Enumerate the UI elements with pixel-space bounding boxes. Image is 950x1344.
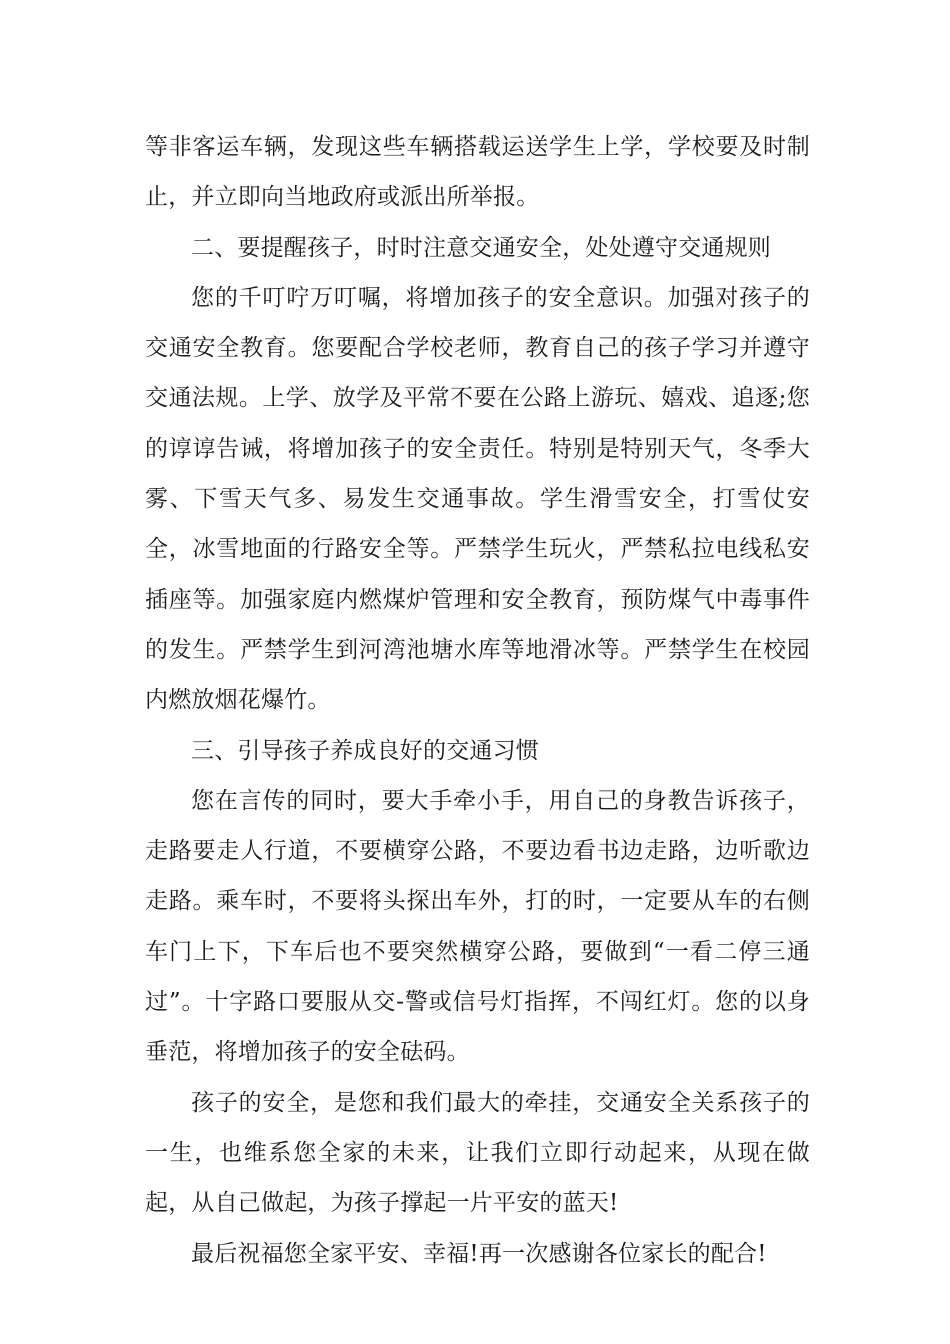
section-heading-three: 三、引导孩子养成良好的交通习惯 bbox=[191, 737, 539, 764]
paragraph-traffic-habits: 您在言传的同时，要大手牵小手，用自己的身教告诉孩子，走路要走人行道，不要横穿公路，不要边看书边走路，边听歌边走路。乘车时，不要将头探出车外，打的时，一定要从车的右侧车门上下，下车后也不要突然横穿公路，要做到“一看二停三通过”。十字路口要服从交-警或信号灯指挥，不闯红灯。您的以身垂范，将增加孩子的安全砝码。 bbox=[145, 787, 810, 1066]
section-heading-two: 二、要提醒孩子，时时注意交通安全，处处遵守交通规则 bbox=[191, 234, 771, 261]
paragraph-continuation: 等非客运车辆，发现这些车辆搭载运送学生上学，学校要及时制止，并立即向当地政府或派出所举报。 bbox=[145, 134, 810, 211]
document-body bbox=[145, 122, 810, 1279]
paragraph-child-safety: 孩子的安全，是您和我们最大的牵挂，交通安全关系孩子的一生，也维系您全家的未来，让我们立即行动起来，从现在做起，从自己做起，为孩子撑起一片平安的蓝天! bbox=[145, 1089, 810, 1217]
paragraph-safety-education: 您的千叮咛万叮嘱，将增加孩子的安全意识。加强对孩子的交通安全教育。您要配合学校老师，教育自己的孩子学习并遵守交通法规。上学、放学及平常不要在公路上游玩、嬉戏、追逐;您的谆谆告诫，将增加孩子的安全责任。特别是特别天气，冬季大雾、下雪天气多、易发生交通事故。学生滑雪安全，打雪仗安全，冰雪地面的行路安全等。严禁学生玩火，严禁私拉电线私安插座等。加强家庭内燃煤炉管理和安全教育，预防煤气中毒事件的发生。严禁学生到河湾池塘水库等地滑冰等。严禁学生在校园内燃放烟花爆竹。 bbox=[145, 284, 810, 714]
paragraph-closing-wishes: 最后祝福您全家平安、幸福!再一次感谢各位家长的配合! bbox=[191, 1240, 767, 1267]
